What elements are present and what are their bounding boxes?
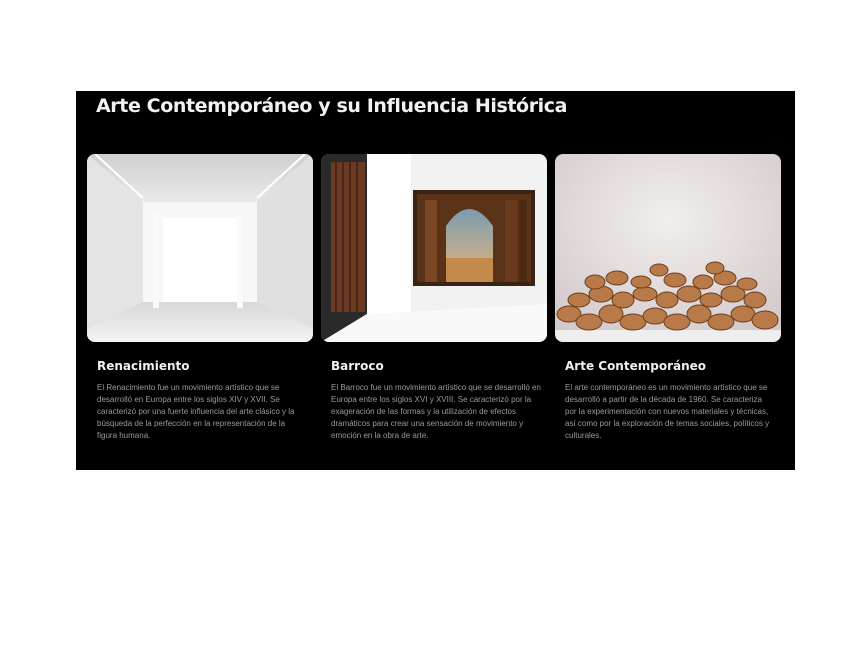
white-gallery-room-image xyxy=(87,154,313,342)
slide xyxy=(76,91,795,470)
card-barroco xyxy=(321,154,547,442)
card-title: Barroco xyxy=(331,359,384,373)
card-body: El arte contemporáneo es un movimiento artístico que se desarrolló a partir de la década de 1960. Se caracteriza por la experimentación con nuevos materiales y técnicas, así como por la exploración de temas sociales, políticos y culturales. xyxy=(565,383,770,440)
gallery-painting-image xyxy=(321,154,547,342)
card-title: Arte Contemporáneo xyxy=(565,359,707,373)
card-title: Renacimiento xyxy=(97,359,190,373)
slide-title: Arte Contemporáneo y su Influencia Histórica xyxy=(96,95,568,117)
card-renacimiento xyxy=(87,154,313,442)
card-body: El Renacimiento fue un movimiento artístico que se desarrolló en Europa entre los siglos XIV y XVII. Se caracterizó por una fuerte influencia del arte clásico y la búsqueda de la perfección en la representación de la figura humana. xyxy=(97,383,295,440)
wood-discs-image xyxy=(555,154,781,342)
card-body: El Barroco fue un movimiento artístico que se desarrolló en Europa entre los siglos XVI y XVIII. Se caracterizó por la exageración de las formas y la utilización de efectos dramáticos para crear una sensación de movimiento y emoción en la obra de arte. xyxy=(331,383,541,440)
card-arte-contemporaneo xyxy=(555,154,781,442)
